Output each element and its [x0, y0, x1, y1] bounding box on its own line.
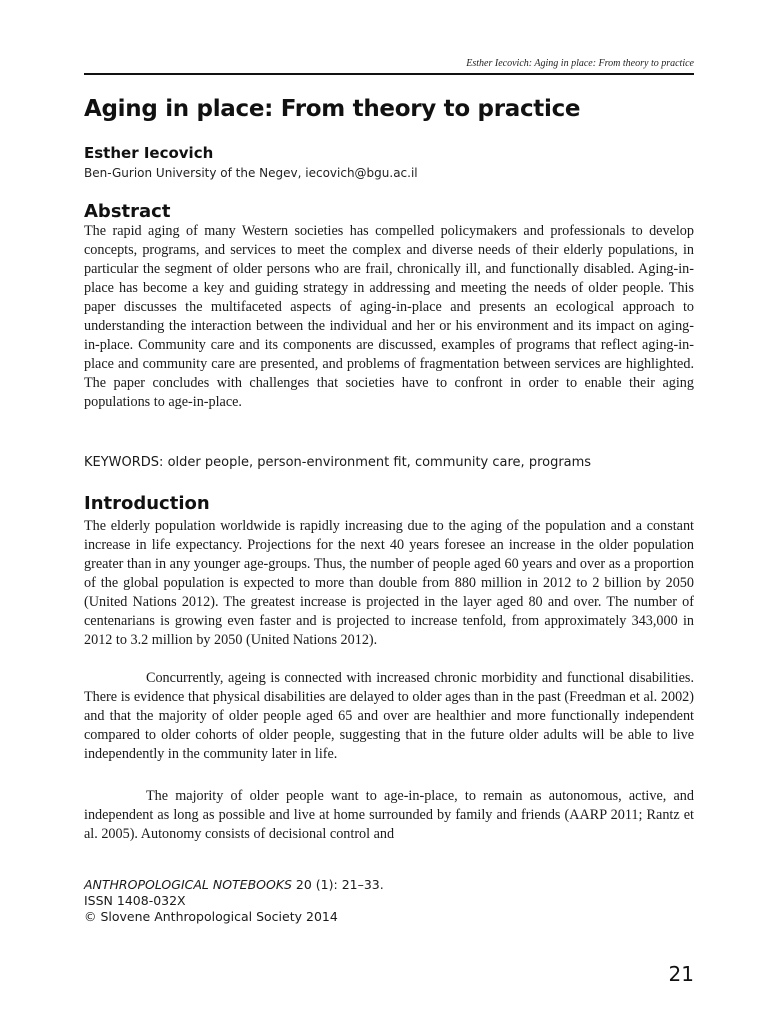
- introduction-heading: Introduction: [84, 493, 210, 514]
- introduction-paragraph: Concurrently, ageing is connected with increased chronic morbidity and functional disabilities. There is evidence that physical disabilities are delayed to older ages than in the past (Freedman et al. 2002) and that the majority of older people aged 65 and over are healthier and more functionally independent compared to older cohorts of older people, suggesting that in the future older adults will be able to live independently in the community later in life.: [84, 670, 694, 762]
- abstract-heading: Abstract: [84, 201, 171, 222]
- citation-details: 20 (1): 21–33.: [291, 877, 384, 892]
- keywords-label: KEYWORDS:: [84, 455, 164, 470]
- journal-name: ANTHROPOLOGICAL NOTEBOOKS: [84, 877, 292, 892]
- keywords: [84, 455, 591, 470]
- abstract-text: The rapid aging of many Western societies has compelled policymakers and professionals to develop concepts, programs, and services to meet the complex and diverse needs of their elderly populations, in particular the segment of older persons who are frail, chronically ill, and functionally disabled. Aging-in-place has become a key and guiding strategy in addressing and meeting the needs of older people. This paper discusses the multifaceted aspects of aging-in-place and presents an ecological approach to understanding the interaction between the individual and her or his environment and its impact on aging-in-place. Community care and its components are discussed, examples of programs that reflect aging-in-place and community care are presented, and problems of fragmentation between services are highlighted. The paper concludes with challenges that societies have to confront in order to enable their aging populations to age-in-place.: [84, 223, 694, 410]
- page-number: 21: [668, 962, 694, 986]
- copyright: © Slovene Anthropological Society 2014: [84, 909, 338, 924]
- keywords-text: older people, person-environment fit, community care, programs: [167, 455, 592, 470]
- author-affiliation: Ben-Gurion University of the Negev, iecovich@bgu.ac.il: [84, 166, 418, 180]
- journal-citation: [84, 877, 384, 893]
- introduction-paragraph: The elderly population worldwide is rapidly increasing due to the aging of the population and a constant increase in life expectancy. Projections for the next 40 years foresee an increase in the older population greater than in any younger age-groups. Thus, the number of people aged 60 years and over as a proportion of the global population is expected to more than double from 880 million in 2012 to 2 billion by 2050 (United Nations 2012). The greatest increase is projected in the layer aged 80 and over. The number of centenarians is growing even faster and is projected to increase tenfold, from approximately 343,000 in 2012 to 3.2 million by 2050 (United Nations 2012).: [84, 518, 694, 648]
- header-rule: [84, 73, 694, 75]
- paper-title: Aging in place: From theory to practice: [84, 96, 581, 122]
- author-name: Esther Iecovich: [84, 144, 214, 162]
- running-head: Esther Iecovich: Aging in place: From theory to practice: [466, 58, 694, 69]
- issn: ISSN 1408-032X: [84, 893, 186, 908]
- introduction-paragraph: The majority of older people want to age-in-place, to remain as autonomous, active, and independent as long as possible and live at home surrounded by family and friends (AARP 2011; Rantz et al. 2005). Autonomy consists of decisional control and: [84, 788, 694, 842]
- publication-footer: [84, 877, 384, 925]
